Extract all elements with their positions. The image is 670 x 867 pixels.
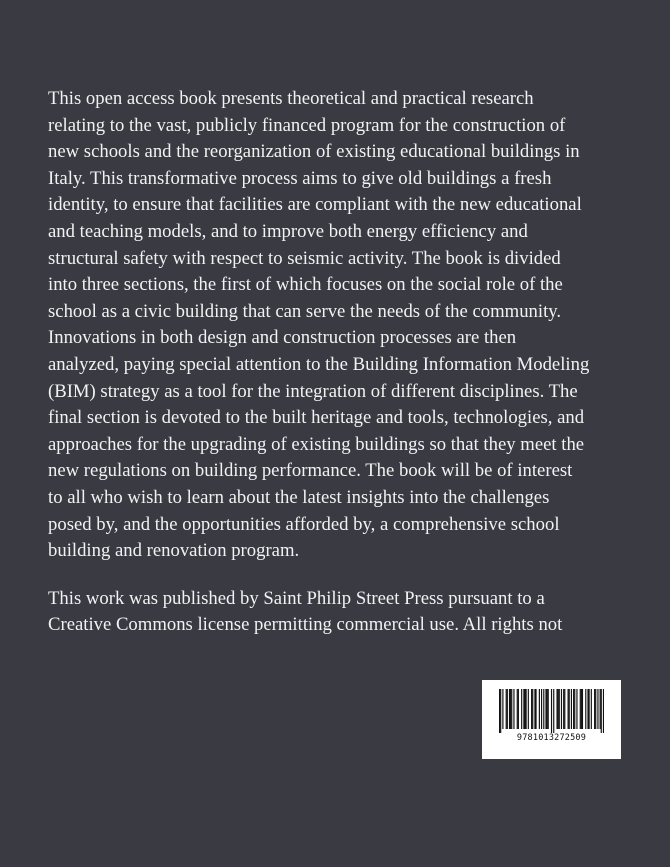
barcode-bar [563, 689, 564, 729]
barcode-bar [531, 689, 532, 729]
barcode-bar [559, 689, 560, 729]
barcode-bar [545, 689, 546, 729]
barcode-bar [510, 689, 511, 729]
barcode-bar [541, 689, 542, 729]
barcode-bar [564, 689, 565, 729]
barcode-bar [582, 689, 583, 729]
barcode-bar [511, 689, 512, 729]
barcode-bar [573, 689, 574, 729]
barcode-bar [600, 689, 601, 729]
barcode-bar [585, 689, 586, 729]
barcode-bar [521, 689, 522, 729]
barcode-bar [561, 689, 562, 729]
barcode-bar [523, 689, 524, 729]
barcode-bar [502, 689, 503, 729]
barcode-bar [569, 689, 570, 729]
barcode-bar [535, 689, 536, 729]
barcode-bar [601, 689, 602, 733]
barcode-bar [553, 689, 554, 733]
barcode-bar [568, 689, 569, 729]
barcode-bar [571, 689, 572, 729]
barcode-bar [499, 689, 500, 733]
barcode-bar [500, 689, 501, 733]
barcode-bar [603, 689, 604, 733]
barcode-bar [517, 689, 518, 729]
barcode-bar [528, 689, 529, 729]
barcode-bar [547, 689, 548, 729]
isbn-barcode [482, 680, 621, 759]
barcode-bar [594, 689, 595, 729]
barcode-bar [524, 689, 525, 729]
barcode-bar [595, 689, 596, 729]
barcode-bar [513, 689, 514, 729]
license-paragraph: This work was published by Saint Philip Street Press pursuant to a Creative Commons license permitting commercial use. All rights not [48, 587, 563, 636]
barcode-bar [518, 689, 519, 729]
barcode-bar [580, 689, 581, 729]
barcode-bar [587, 689, 588, 729]
barcode-bar [506, 689, 507, 729]
description-paragraph: This open access book presents theoretical and practical research relating to the vast, publicly financed program for the construction of new schools and the reorganization of existing educational buildings in Italy. This transformative process aims to give old buildings a fresh identity, to ensure that facilities are compliant with the new educational and teaching models, and to improve both energy efficiency and structural safety with respect to seismic activity. The book is divided into three sections, the first of which focuses on the social role of the school as a civic building that can serve the needs of the community. Innovations in both design and construction processes are then analyzed, paying special attention to the Building Information Modeling (BIM) strategy as a tool for the integration of different disciplines. The final section is devoted to the built heritage and tools, technologies, and approaches for the upgrading of existing buildings so that they meet the new regulations on building performance. The book will be of interest to all who wish to learn about the latest insights into the challenges posed by, and the opportunities afforded by, a comprehensive school building and renovation program. [48, 88, 590, 562]
barcode-bar [509, 689, 510, 729]
barcode-bar [576, 689, 577, 729]
barcode-bar [589, 689, 590, 729]
barcode-bar [532, 689, 533, 729]
barcode-bar [556, 689, 557, 729]
barcode-bar [507, 689, 508, 729]
barcode-bar [539, 689, 540, 729]
barcode-bar [574, 689, 575, 729]
barcode-bars [499, 689, 604, 733]
barcode-bar [597, 689, 598, 729]
barcode-number: 9781013272509 [516, 733, 587, 743]
barcode-bar [526, 689, 527, 729]
back-cover-text [48, 86, 633, 660]
barcode-bar [534, 689, 535, 729]
barcode-bar [548, 689, 549, 729]
barcode-bar [551, 689, 552, 733]
barcode-bar [543, 689, 544, 729]
barcode-bar [558, 689, 559, 729]
barcode-bar [591, 689, 592, 729]
barcode-bar [581, 689, 582, 729]
